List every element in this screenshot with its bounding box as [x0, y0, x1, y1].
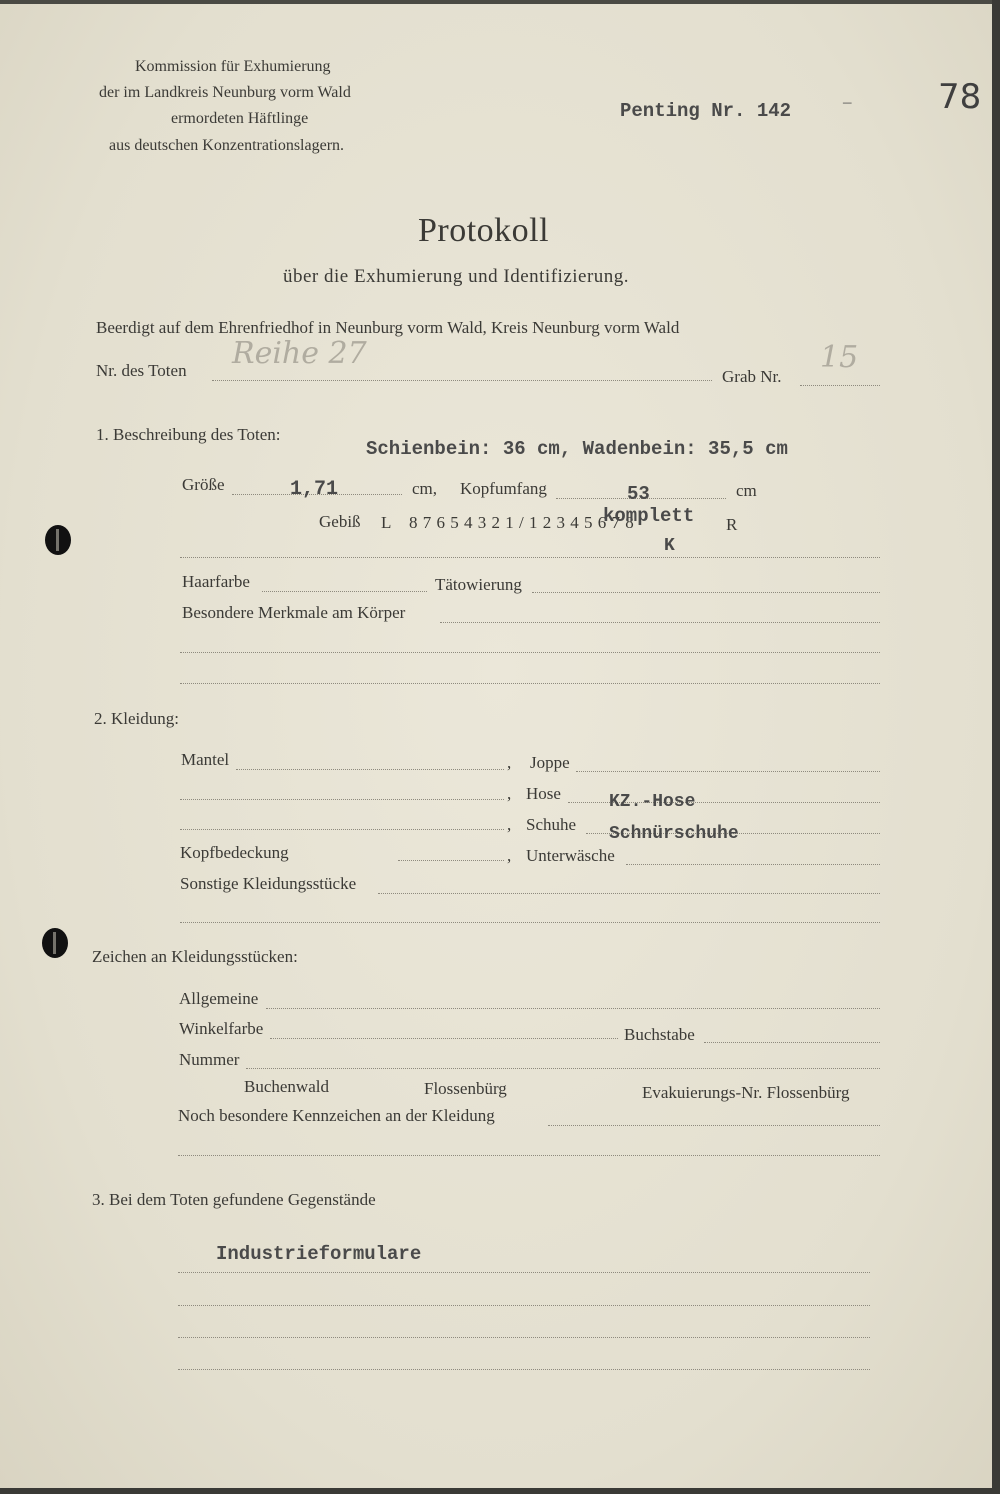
special-marks-line: [548, 1125, 880, 1126]
clothing-line-3: [180, 829, 504, 830]
teeth-left: L: [381, 513, 392, 532]
dead-number-line: [212, 380, 712, 381]
height-label: Größe: [182, 475, 225, 494]
coat-line: [236, 769, 504, 770]
shoes-value: Schnürschuhe: [609, 824, 739, 844]
body-marks-line-2: [180, 652, 880, 653]
head-circumference-label: Kopfumfang: [460, 479, 547, 498]
body-marks-label: Besondere Merkmale am Körper: [182, 603, 406, 622]
evacuation-number-label: Evakuierungs-Nr. Flossenbürg: [642, 1083, 850, 1102]
height-value: 1,71: [290, 478, 339, 501]
buchenwald-label: Buchenwald: [244, 1077, 329, 1096]
header-line-1: Kommission für Exhumierung: [135, 58, 331, 75]
tattoo-line: [532, 592, 880, 593]
underwear-line: [626, 864, 880, 865]
body-marks-line: [440, 622, 880, 623]
special-marks-line-2: [178, 1155, 880, 1156]
teeth-mark: K: [664, 536, 675, 556]
letter-line: [704, 1042, 880, 1043]
trousers-label: Hose: [526, 784, 561, 803]
header-line-4: aus deutschen Konzentrationslagern.: [109, 137, 345, 154]
section-1-heading: 1. Beschreibung des Toten:: [96, 425, 281, 444]
comma-1: ,: [507, 753, 512, 772]
trousers-value: KZ.-Hose: [609, 792, 696, 812]
items-line-2: [178, 1305, 870, 1306]
hair-color-label: Haarfarbe: [182, 572, 250, 591]
bone-measurements: Schienbein: 36 cm, Wadenbein: 35,5 cm: [366, 438, 788, 460]
dead-number-value: Reihe 27: [232, 336, 367, 371]
teeth-chart: 8 7 6 5 4 3 2 1 / 1 2 3 4 5 6 7 8: [409, 513, 635, 532]
clothing-marks-heading: Zeichen an Kleidungsstücken:: [92, 947, 298, 966]
head-circumference-unit: cm: [736, 481, 757, 500]
burial-place: Beerdigt auf dem Ehrenfriedhof in Neunburg vorm Wald, Kreis Neunburg vorm Wald: [96, 318, 680, 337]
jacket-line: [576, 771, 880, 772]
tattoo-label: Tätowierung: [435, 575, 522, 594]
grave-number-value: 15: [820, 340, 859, 375]
teeth-label: Gebiß: [319, 512, 361, 531]
punch-hole-top: [45, 525, 71, 555]
scan-edge-top: [0, 0, 1000, 4]
other-clothing-line: [378, 893, 880, 894]
underwear-label: Unterwäsche: [526, 846, 615, 865]
teeth-line: [180, 557, 880, 558]
reference-dash: –: [843, 92, 852, 111]
teeth-right: R: [726, 515, 738, 534]
other-clothing-line-2: [180, 922, 880, 923]
comma-4: ,: [507, 846, 512, 865]
general-marks-label: Allgemeine: [179, 989, 259, 1008]
comma-3: ,: [507, 815, 512, 834]
triangle-color-label: Winkelfarbe: [179, 1019, 264, 1038]
headwear-line: [398, 860, 504, 861]
items-line-4: [178, 1369, 870, 1370]
height-unit: cm,: [412, 479, 438, 498]
general-marks-line: [266, 1008, 880, 1009]
hair-color-line: [262, 591, 427, 592]
items-line-3: [178, 1337, 870, 1338]
triangle-color-line: [270, 1038, 618, 1039]
head-circumference-value: 53: [627, 483, 650, 505]
items-line-1: [178, 1272, 870, 1273]
header-line-2: der im Landkreis Neunburg vorm Wald: [99, 84, 351, 101]
dead-number-label: Nr. des Toten: [96, 361, 187, 380]
page-number: 78: [938, 77, 982, 117]
scan-edge-right: [992, 0, 1000, 1494]
section-2-heading: 2. Kleidung:: [94, 709, 179, 728]
other-clothing-label: Sonstige Kleidungsstücke: [180, 874, 357, 893]
page-title: Protokoll: [418, 212, 550, 249]
letter-label: Buchstabe: [624, 1025, 695, 1044]
headwear-label: Kopfbedeckung: [180, 843, 289, 862]
grave-number-label: Grab Nr.: [722, 367, 782, 386]
number-line: [246, 1068, 880, 1069]
header-line-3: ermordeten Häftlinge: [171, 110, 309, 127]
punch-hole-bottom: [42, 928, 68, 958]
number-label: Nummer: [179, 1050, 240, 1069]
coat-label: Mantel: [181, 750, 230, 769]
teeth-value: komplett: [603, 505, 695, 527]
jacket-label: Joppe: [530, 753, 570, 772]
comma-2: ,: [507, 784, 512, 803]
body-marks-line-3: [180, 683, 880, 684]
scan-edge-bottom: [0, 1488, 1000, 1494]
reference-number: Penting Nr. 142: [620, 100, 792, 122]
page-subtitle: über die Exhumierung und Identifizierung.: [283, 266, 630, 287]
flossenbuerg-label: Flossenbürg: [424, 1079, 507, 1098]
clothing-line-2: [180, 799, 504, 800]
grave-number-line: [800, 385, 880, 386]
shoes-label: Schuhe: [526, 815, 577, 834]
section-3-heading: 3. Bei dem Toten gefundene Gegenstände: [92, 1190, 376, 1209]
found-item: Industrieformulare: [216, 1243, 422, 1265]
special-marks-label: Noch besondere Kennzeichen an der Kleidung: [178, 1106, 495, 1125]
